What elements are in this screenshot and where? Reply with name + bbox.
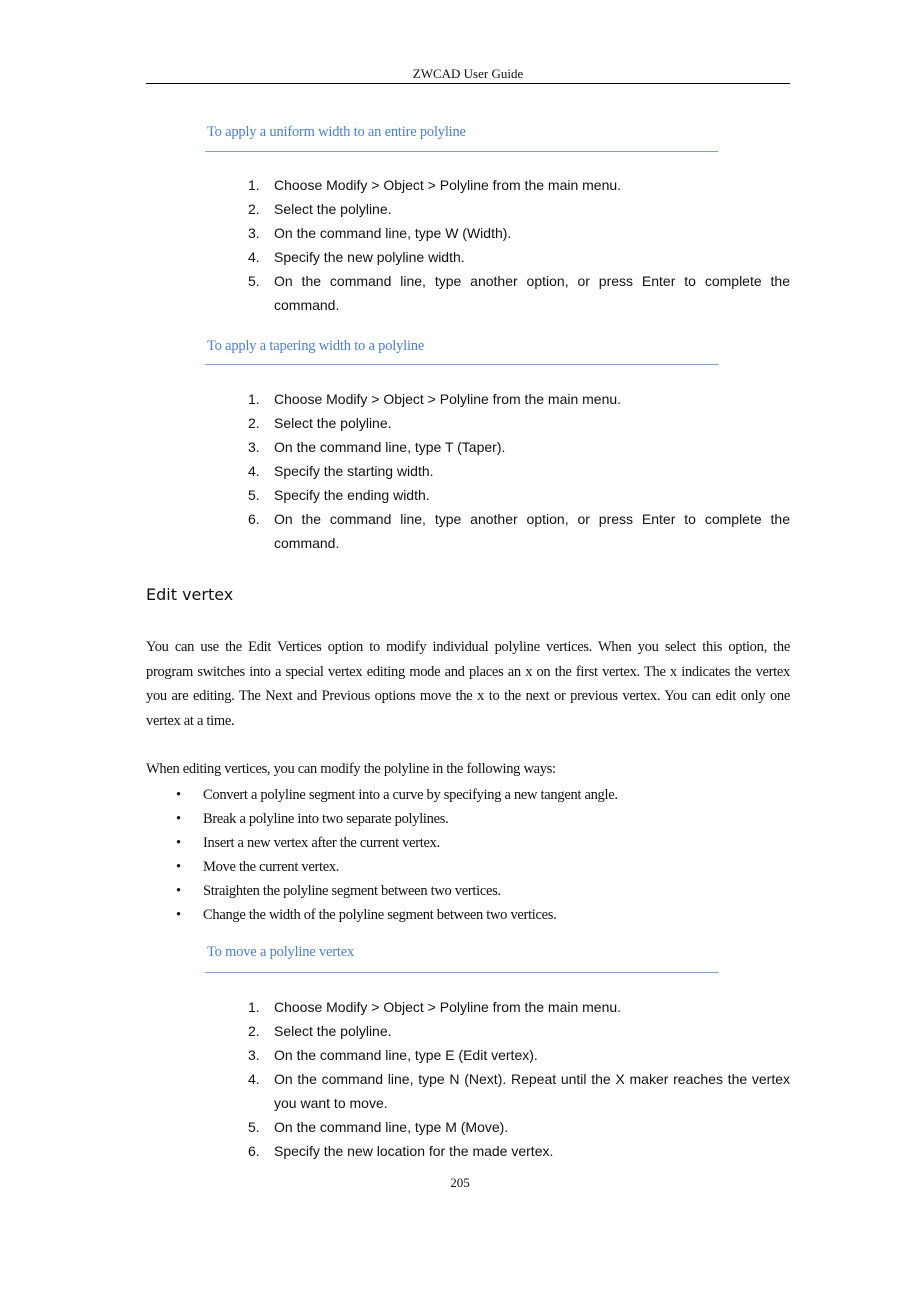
step-number: 5. [248,1119,260,1135]
step-item [248,459,790,483]
step-text: On the command line, type W (Width). [274,225,512,241]
bullet-icon: • [176,907,181,923]
step-text: On the command line, type M (Move). [274,1119,509,1135]
step-number: 4. [248,463,260,479]
bullet-item [176,855,618,879]
step-item [248,197,790,221]
bullet-text: Change the width of the polyline segment between two vertices. [203,907,557,923]
step-item [248,245,790,269]
step-text: Choose Modify > Object > Polyline from the main menu. [274,999,622,1015]
bullet-item [176,831,618,855]
header-rule [146,83,790,84]
procedure-rule [205,151,718,152]
bullet-text: Break a polyline into two separate polylines. [203,811,449,827]
bullet-text: Straighten the polyline segment between two vertices. [203,883,501,899]
step-item [248,1139,790,1163]
step-number: 3. [248,1047,260,1063]
bullet-icon: • [176,835,181,851]
step-item [248,995,790,1019]
page-number: 205 [450,1175,470,1190]
step-text: Select the polyline. [274,415,392,431]
bullet-list [176,783,618,927]
procedure-rule [205,364,718,365]
bullet-item [176,903,618,927]
step-item [248,1067,790,1115]
step-number: 2. [248,201,260,217]
step-text: Choose Modify > Object > Polyline from the main menu. [274,391,622,407]
procedure-title: To move a polyline vertex [207,944,354,960]
step-number: 6. [248,511,260,527]
step-number: 1. [248,177,260,193]
step-text: On the command line, type another option, or press Enter to complete the command. [274,273,790,313]
step-item [248,1115,790,1139]
bullet-icon: • [176,787,181,803]
running-header: ZWCAD User Guide [412,66,524,81]
step-number: 3. [248,225,260,241]
step-text: On the command line, type T (Taper). [274,439,506,455]
procedure-title: To apply a uniform width to an entire polyline [207,124,466,140]
bullet-item [176,807,618,831]
step-item [248,269,790,317]
step-number: 2. [248,415,260,431]
step-number: 3. [248,439,260,455]
bullet-icon: • [176,883,181,899]
step-number: 5. [248,273,260,289]
step-text: Specify the starting width. [274,463,434,479]
bullet-text: Insert a new vertex after the current vertex. [203,835,440,851]
step-item [248,483,790,507]
step-list [248,173,790,317]
step-text: On the command line, type N (Next). Repeat until the X maker reaches the vertex you want to move. [274,1071,790,1111]
step-number: 2. [248,1023,260,1039]
bullet-item [176,879,618,903]
step-item [248,435,790,459]
step-text: Select the polyline. [274,201,392,217]
step-number: 4. [248,1071,260,1087]
step-text: Select the polyline. [274,1023,392,1039]
bullet-text: Convert a polyline segment into a curve by specifying a new tangent angle. [203,787,618,803]
step-text: Specify the new polyline width. [274,249,465,265]
step-item [248,173,790,197]
section-heading: Edit vertex [146,585,234,604]
step-text: Specify the ending width. [274,487,430,503]
bullet-icon: • [176,859,181,875]
step-item [248,387,790,411]
step-text: On the command line, type another option, or press Enter to complete the command. [274,511,790,551]
procedure-title: To apply a tapering width to a polyline [207,338,425,354]
step-text: Choose Modify > Object > Polyline from the main menu. [274,177,622,193]
body-paragraph: You can use the Edit Vertices option to modify individual polyline vertices. When you select this option, the program switches into a special vertex editing mode and places an x on the first vertex. The x indicates the vertex you are editing. The Next and Previous options move the x to the next or previous vertex. You can edit only one vertex at a time. [146,639,790,730]
step-number: 1. [248,391,260,407]
step-list [248,995,790,1163]
bullet-item [176,783,618,807]
step-item [248,221,790,245]
list-intro: When editing vertices, you can modify the polyline in the following ways: [146,761,556,777]
step-item [248,1043,790,1067]
step-item [248,1019,790,1043]
step-text: Specify the new location for the made vertex. [274,1143,554,1159]
step-list [248,387,790,555]
step-text: On the command line, type E (Edit vertex). [274,1047,538,1063]
step-number: 1. [248,999,260,1015]
bullet-text: Move the current vertex. [203,859,340,875]
procedure-rule [205,972,718,973]
bullet-icon: • [176,811,181,827]
step-number: 6. [248,1143,260,1159]
step-item [248,507,790,555]
step-number: 5. [248,487,260,503]
step-number: 4. [248,249,260,265]
step-item [248,411,790,435]
